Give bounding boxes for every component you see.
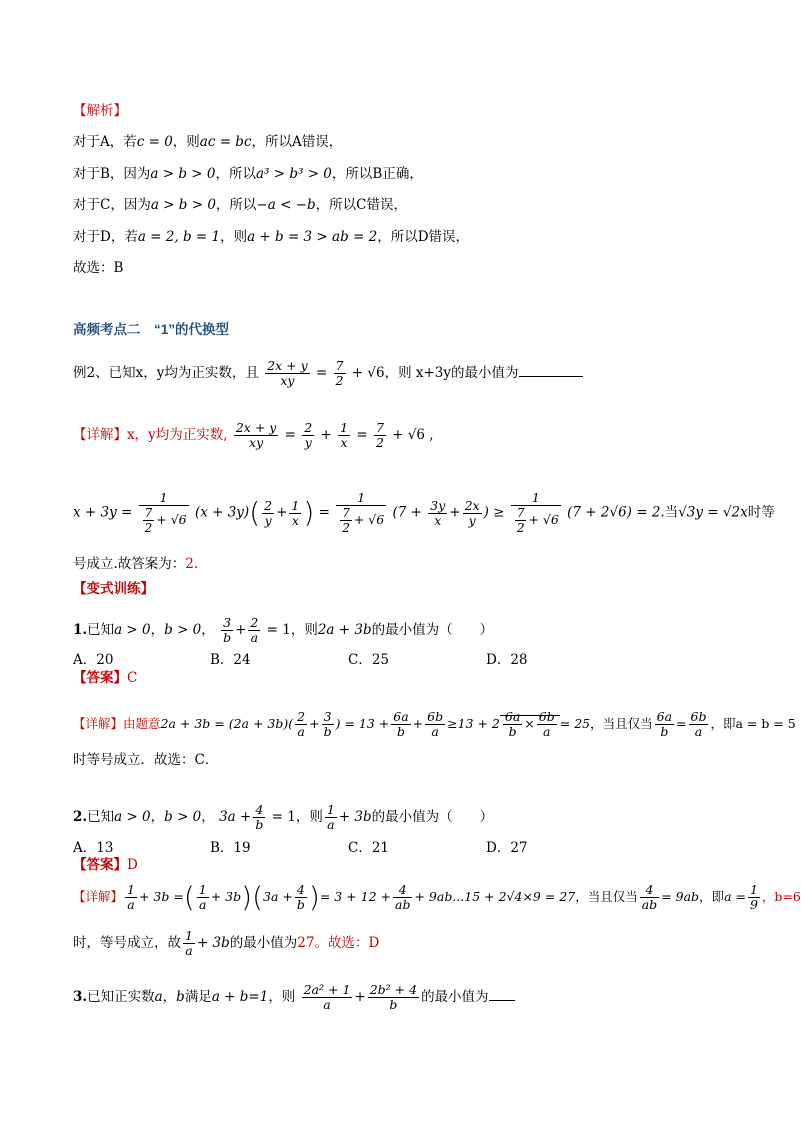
detail2-f1-den: xy bbox=[249, 435, 264, 450]
analysis-line-a-mid: ，则 bbox=[172, 134, 200, 150]
detail2-h2-den: y bbox=[468, 512, 476, 528]
q2-detail bbox=[73, 880, 801, 914]
q3-f2-den: b bbox=[389, 997, 398, 1012]
detail2-eq-a: = bbox=[318, 504, 330, 521]
q2-d-open1: ( bbox=[183, 880, 195, 914]
q1-option-b[interactable] bbox=[210, 648, 251, 668]
q1-detail-expr3: ≥13 + 2 bbox=[447, 716, 500, 731]
q1-d-f4-num: 6b bbox=[427, 709, 444, 724]
q1-c1: a > 0 bbox=[114, 622, 151, 638]
example2-seven: 7 bbox=[335, 358, 344, 373]
q3-f2-num: 2b² + 4 bbox=[369, 982, 418, 997]
q1-mid: ，则 bbox=[290, 622, 318, 638]
example2-answer-blank bbox=[519, 362, 583, 377]
detail2-big-close: ) bbox=[303, 496, 315, 529]
analysis-line-c-mid: ，所以 bbox=[215, 197, 257, 213]
q1-option-a-letter: A． bbox=[73, 652, 97, 668]
q3-then: ，则 bbox=[268, 989, 296, 1005]
q2-d-f3-num: 4 bbox=[393, 883, 412, 898]
q1-option-b-letter: B． bbox=[210, 652, 234, 668]
example2-eq: = bbox=[315, 365, 328, 381]
detail2-coef-c-num: 1 bbox=[511, 491, 561, 506]
q1-d-cond-eq: = bbox=[676, 716, 687, 731]
q3-num: 3. bbox=[73, 989, 88, 1005]
q2-detail-line2 bbox=[73, 929, 379, 958]
detail2-line3-ans: 2. bbox=[185, 556, 199, 572]
q2-d-p2: + 3b bbox=[210, 889, 242, 904]
q1-d-root-f1-num: 6a bbox=[504, 709, 521, 724]
q2-option-b-value: 19 bbox=[233, 840, 251, 856]
q1-detail-pre: 由题意 bbox=[123, 716, 161, 731]
analysis-line-b-mid: ，所以 bbox=[215, 166, 256, 182]
detail2-coef-c-seven: 7 bbox=[516, 506, 525, 520]
detail2-coef-a bbox=[139, 491, 189, 535]
q2-d-f2-num: 4 bbox=[295, 883, 307, 898]
q2-d-f4-den: ab bbox=[641, 897, 658, 912]
detail2-line3-pre: 号成立.故答案为： bbox=[73, 556, 186, 572]
q2-answer-value: D bbox=[127, 857, 138, 873]
detail2-plus: + bbox=[320, 427, 332, 443]
detail2-lhs: x + 3y = bbox=[73, 504, 133, 521]
q2-d-f1 bbox=[197, 883, 209, 912]
q2-d-p4: = 3 + 12 + bbox=[319, 889, 391, 904]
analysis-line-d-post: ，所以D错误， bbox=[377, 229, 470, 245]
q1-d-f4 bbox=[425, 710, 445, 739]
detail2-coef-a-seven-halves bbox=[143, 506, 155, 535]
q1-d-plus2: + bbox=[412, 716, 424, 731]
detail2-coef-b bbox=[336, 491, 386, 535]
q1-d-f1-den: a bbox=[297, 724, 305, 739]
q1-d-f1-num: 2 bbox=[297, 709, 306, 724]
q1-d-f2-den: b bbox=[323, 724, 332, 739]
analysis-line-c bbox=[73, 196, 407, 214]
q2-sep: ， bbox=[150, 809, 165, 825]
q3-sep: ， bbox=[162, 989, 177, 1005]
detail2-coef-a-sqrt6: + √6 bbox=[156, 512, 187, 527]
detail2-coef-b-seven-halves bbox=[340, 506, 352, 535]
detail2-sqrt6-tail: + √6 , bbox=[392, 427, 434, 443]
detail2-coef-a-num: 1 bbox=[139, 491, 189, 506]
q1-d-cond-f1-den: b bbox=[660, 724, 669, 739]
q2-f1 bbox=[253, 803, 265, 832]
detail2-part3: (7 + bbox=[392, 504, 422, 521]
q2-d-open2: ( bbox=[252, 880, 263, 914]
q2-f2-num: 1 bbox=[326, 802, 335, 817]
q1-d-cond-f2-num: 6b bbox=[690, 709, 707, 724]
example2-pre: 例2、已知x，y均为正实数，且 bbox=[73, 365, 259, 381]
q1-option-c-value: 25 bbox=[371, 652, 390, 668]
q2-d-f0-num: 1 bbox=[127, 882, 135, 897]
q2-d-a: a = bbox=[724, 889, 746, 904]
q2-d-p3: 3a + bbox=[263, 889, 293, 904]
analysis-line-b-math1: a > b > 0 bbox=[150, 166, 216, 182]
q2-pre: 已知 bbox=[87, 809, 115, 825]
detail2-coef-c-two: 2 bbox=[516, 521, 525, 535]
detail2-h2 bbox=[463, 499, 482, 528]
detail2-f1 bbox=[234, 421, 279, 450]
q2-post: 的最小值为（ ） bbox=[371, 809, 494, 825]
q2-d-f0-den: a bbox=[127, 897, 135, 912]
q2-line2-ans: 27。故选：D bbox=[297, 935, 380, 951]
q2-option-c-value: 21 bbox=[371, 840, 390, 856]
detail2-big-open: ( bbox=[249, 496, 261, 529]
q2-d-f3-den: ab bbox=[395, 897, 411, 912]
detail2-f4-num: 7 bbox=[375, 420, 384, 435]
detail2-cond-post: 时等 bbox=[747, 504, 775, 521]
q1-pre: 已知 bbox=[87, 622, 115, 638]
q1-option-d[interactable] bbox=[486, 648, 528, 668]
detail2-h1-den: x bbox=[434, 512, 442, 528]
analysis-line-b-math2: a³ > b³ > 0 bbox=[256, 166, 332, 182]
q2-f2 bbox=[325, 803, 337, 832]
q2-d-f1-den: a bbox=[199, 897, 207, 912]
q1-f1-num: 3 bbox=[221, 616, 233, 631]
detail2-tail: (7 + 2√6) = 2. bbox=[567, 504, 665, 521]
q1-d-f2 bbox=[322, 710, 334, 739]
q1-option-a-value: 20 bbox=[96, 652, 114, 668]
q2-line2-mid: + 3b bbox=[196, 935, 230, 951]
q1-d-cond-f2-den: a bbox=[694, 724, 703, 739]
practice-tag: 【变式训练】 bbox=[73, 581, 154, 596]
detail2-line2 bbox=[73, 491, 775, 535]
q1-answer bbox=[73, 669, 137, 687]
q1-d-root-f1 bbox=[503, 710, 522, 739]
detail2-coef-b-seven: 7 bbox=[342, 506, 350, 520]
q2-d-f2-den: b bbox=[296, 897, 305, 912]
q1-eq: = 1 bbox=[266, 622, 291, 638]
q1-detail-tag: 【详解】 bbox=[73, 716, 124, 731]
q1-detail-when: ，当且仅当 bbox=[590, 716, 653, 731]
q2-d-p6: = 9ab bbox=[661, 889, 700, 904]
q2-option-a-letter: A． bbox=[73, 840, 97, 856]
q2-num: 2. bbox=[73, 809, 88, 825]
detail2-eq2: = bbox=[356, 427, 368, 443]
example2-frac-den: xy bbox=[280, 373, 295, 388]
q3-post: 的最小值为 bbox=[421, 989, 489, 1005]
q1-answer-tag: 【答案】 bbox=[73, 670, 127, 685]
detail2-line3 bbox=[73, 555, 198, 573]
analysis-line-d-pre: 对于D，若 bbox=[73, 229, 138, 245]
q1-detail bbox=[73, 710, 796, 739]
q2-d-f1-num: 1 bbox=[198, 882, 207, 897]
detail2-eq1: = bbox=[284, 427, 296, 443]
analysis-choice: 故选：B bbox=[73, 260, 124, 276]
q2-d-close2: ) bbox=[308, 880, 320, 914]
q1-option-d-letter: D． bbox=[486, 652, 511, 668]
detail2-coef-c bbox=[511, 491, 561, 535]
q1-plus: + bbox=[235, 622, 247, 638]
analysis-line-c-math2: −a < −b bbox=[256, 197, 316, 213]
q1-option-c[interactable] bbox=[348, 648, 389, 668]
q1-line bbox=[73, 616, 493, 645]
q1-d-root-f2-den: a bbox=[543, 724, 551, 739]
q1-d-cond-f2 bbox=[689, 710, 709, 739]
q1-d-root-f2-num: 6b bbox=[538, 709, 555, 724]
q1-f1 bbox=[221, 616, 233, 645]
q2-line2-frac bbox=[183, 929, 195, 958]
q1-f2-num: 2 bbox=[250, 615, 259, 630]
detail2-cond: √3y = √2x bbox=[678, 504, 748, 521]
q1-d-root-f2 bbox=[537, 710, 557, 739]
detail2-coef-b-den bbox=[336, 506, 386, 535]
q2-line2-post: 的最小值为 bbox=[229, 935, 298, 951]
q3-f2 bbox=[368, 983, 419, 1012]
q1-sep: ， bbox=[150, 622, 165, 638]
example2-sqrt6: + √6 bbox=[351, 365, 385, 381]
detail2-coef-b-num: 1 bbox=[336, 491, 386, 506]
q2-option-c-letter: C． bbox=[348, 840, 372, 856]
q1-d-f3 bbox=[391, 710, 410, 739]
q1-d-f2-num: 3 bbox=[322, 710, 334, 725]
q2-option-b[interactable] bbox=[210, 836, 251, 856]
q2-sep2: ， bbox=[201, 809, 215, 825]
q1-num: 1. bbox=[73, 622, 88, 638]
detail2-f3-den: x bbox=[340, 435, 348, 450]
example2-seven-halves bbox=[334, 359, 346, 388]
q1-option-d-value: 28 bbox=[510, 652, 528, 668]
analysis-line-b-pre: 对于B，因为 bbox=[73, 166, 151, 182]
q2-answer bbox=[73, 856, 138, 874]
analysis-line-a-post: ，所以A错误， bbox=[251, 134, 343, 150]
detail2-h1-num: 3y bbox=[430, 497, 446, 513]
q1-d-cond-f1 bbox=[655, 710, 674, 739]
detail2-h-plus: + bbox=[449, 504, 461, 521]
q1-f2 bbox=[248, 616, 260, 645]
detail2-f3-num: 1 bbox=[340, 420, 349, 435]
q1-sep2: ， bbox=[201, 622, 215, 638]
detail2-coef-c-den bbox=[511, 506, 561, 535]
q2-d-f4 bbox=[640, 883, 659, 912]
q2-d-then: ，即 bbox=[699, 889, 725, 904]
example2-frac-num: 2x + y bbox=[267, 358, 308, 373]
q1-detail-root bbox=[500, 709, 560, 739]
analysis-line-d bbox=[73, 228, 469, 246]
detail2-coef-a-two: 2 bbox=[144, 521, 153, 535]
q1-d-f4-den: a bbox=[431, 724, 439, 739]
q1-detail-expr4: = 25 bbox=[559, 716, 591, 731]
q2-f1-num: 4 bbox=[253, 803, 265, 818]
detail2-close: ) bbox=[483, 504, 489, 521]
analysis-line-d-mid: ，则 bbox=[220, 229, 248, 245]
q3-f1-den: a bbox=[323, 997, 331, 1012]
detail2-coef-c-sqrt6: + √6 bbox=[528, 512, 559, 527]
q1-f1-den: b bbox=[223, 630, 232, 645]
q2-eq: = 1 bbox=[271, 809, 296, 825]
analysis-line-c-math1: a > b > 0 bbox=[150, 197, 216, 213]
detail2-g2-den: x bbox=[291, 512, 299, 528]
q3-f1-num: 2a² + 1 bbox=[303, 982, 351, 997]
analysis-line-d-math1: a = 2, b = 1 bbox=[137, 229, 221, 245]
detail2-text1: x，y均为正实数, bbox=[127, 427, 228, 443]
detail2-line1 bbox=[73, 421, 434, 450]
q2-f2-den: a bbox=[327, 817, 335, 832]
analysis-line-b-post: ，所以B正确， bbox=[331, 166, 423, 182]
analysis-line-d-math2: a + b = 3 > ab = 2 bbox=[247, 229, 378, 245]
detail2-coef-a-den bbox=[139, 506, 189, 535]
detail2-f3 bbox=[338, 421, 350, 450]
detail2-f1-num: 2x + y bbox=[235, 420, 277, 435]
q3-cond: a + b=1 bbox=[211, 989, 269, 1005]
detail2-geq: ≥ bbox=[493, 504, 505, 521]
detail2-f4 bbox=[374, 421, 386, 450]
q2-c1: a > 0 bbox=[114, 809, 151, 825]
q2-d-f0 bbox=[125, 883, 137, 912]
q3-plus: + bbox=[354, 989, 366, 1005]
q2-line2-frac-num: 1 bbox=[185, 928, 193, 943]
detail2-coef-c-seven-halves bbox=[515, 506, 527, 535]
q3-pre: 已知正实数 bbox=[87, 989, 155, 1005]
q1-detail-result: ，即a = b = 5 bbox=[710, 716, 796, 731]
q2-expr: 3a + bbox=[219, 809, 252, 825]
q1-option-c-letter: C． bbox=[348, 652, 372, 668]
q2-d-f2 bbox=[295, 883, 307, 912]
detail2-g1 bbox=[262, 499, 274, 528]
q1-answer-value: C bbox=[127, 670, 138, 686]
analysis-line-a-math1: c = 0 bbox=[136, 134, 173, 150]
q1-target: 2a + 3b bbox=[317, 622, 372, 638]
q1-d-root-f1-den: b bbox=[508, 724, 517, 739]
q2-line2-pre: 时，等号成立，故 bbox=[73, 935, 181, 951]
q2-d-p1: + 3b = bbox=[138, 889, 184, 904]
detail2-g-plus: + bbox=[276, 504, 288, 521]
detail2-h1 bbox=[428, 499, 447, 528]
detail2-g1-num: 2 bbox=[264, 497, 273, 513]
q1-option-a[interactable] bbox=[73, 648, 113, 668]
detail2-f4-den: 2 bbox=[375, 435, 384, 450]
example2-line bbox=[73, 359, 583, 388]
q1-d-plus: + bbox=[309, 716, 320, 731]
detail2-tag: 【详解】 bbox=[73, 427, 127, 443]
detail2-g2-num: 1 bbox=[291, 497, 300, 513]
q2-d-a-den: 9 bbox=[749, 897, 758, 912]
q3-a: a bbox=[154, 989, 163, 1005]
detail2-h2-num: 2x bbox=[464, 497, 480, 513]
example2-two: 2 bbox=[335, 373, 344, 388]
q1-d-f1 bbox=[295, 710, 307, 739]
q1-c2: b > 0 bbox=[164, 622, 202, 638]
analysis-line-c-pre: 对于C，因为 bbox=[73, 197, 151, 213]
detail2-when: 当 bbox=[664, 504, 679, 521]
q3-b: b bbox=[176, 989, 185, 1005]
q3-f1 bbox=[302, 983, 353, 1012]
q1-post: 的最小值为（ ） bbox=[371, 622, 494, 638]
q2-option-d-letter: D． bbox=[486, 840, 511, 856]
q1-detail-line2: 时等号成立．故选：C． bbox=[73, 752, 219, 768]
q3-line bbox=[73, 983, 515, 1012]
q3-answer-blank bbox=[489, 986, 515, 1001]
q1-d-f3-den: b bbox=[396, 724, 405, 739]
detail2-coef-b-sqrt6: + √6 bbox=[353, 512, 385, 527]
q3-mid: 满足 bbox=[184, 989, 212, 1005]
q2-d-b: ，b=6 bbox=[761, 889, 801, 904]
q2-line bbox=[73, 803, 493, 832]
q1-detail-expr1: 2a + 3b = (2a + 3b)( bbox=[160, 716, 294, 731]
q2-option-b-letter: B． bbox=[210, 840, 234, 856]
q2-option-d-value: 27 bbox=[510, 840, 528, 856]
q1-d-f3-num: 6a bbox=[393, 709, 409, 724]
q2-d-a-frac bbox=[748, 883, 760, 912]
q2-option-a-value: 13 bbox=[96, 840, 114, 856]
q2-d-when: ，当且仅当 bbox=[575, 889, 638, 904]
q2-answer-tag: 【答案】 bbox=[73, 857, 127, 872]
q1-d-cond-f1-num: 6a bbox=[656, 709, 673, 724]
q1-d-root-mul: × bbox=[524, 716, 535, 731]
q1-option-b-value: 24 bbox=[233, 652, 251, 668]
detail2-coef-a-seven: 7 bbox=[144, 506, 153, 520]
example2-fraction bbox=[265, 359, 310, 388]
q2-detail-tag: 【详解】 bbox=[73, 889, 124, 904]
q1-detail-expr2: ) = 13 + bbox=[335, 716, 390, 731]
q2-target: + 3b bbox=[338, 809, 372, 825]
section-title: 高频考点二 “1”的代换型 bbox=[73, 322, 230, 337]
q2-d-close1: ) bbox=[241, 880, 253, 914]
analysis-line-a-math2: ac = bc bbox=[199, 134, 252, 150]
analysis-line-a bbox=[73, 133, 342, 151]
q2-option-c[interactable] bbox=[348, 836, 389, 856]
q2-line2-frac-den: a bbox=[185, 943, 193, 958]
analysis-line-a-pre: 对于A，若 bbox=[73, 134, 137, 150]
detail2-f2-den: y bbox=[304, 435, 312, 450]
q2-option-d[interactable] bbox=[486, 836, 528, 856]
analysis-line-c-post: ，所以C错误， bbox=[315, 197, 407, 213]
detail2-mid1: (x + 3y) bbox=[194, 504, 250, 521]
example2-post: ，则 x+3y的最小值为 bbox=[384, 365, 519, 381]
q2-option-a[interactable] bbox=[73, 836, 113, 856]
q2-mid: ，则 bbox=[295, 809, 323, 825]
q2-d-a-num: 1 bbox=[749, 882, 758, 897]
analysis-line-b bbox=[73, 165, 423, 183]
q2-d-f4-num: 4 bbox=[640, 883, 659, 898]
q1-f2-den: a bbox=[250, 630, 259, 645]
detail2-f2 bbox=[302, 421, 314, 450]
detail2-f2-num: 2 bbox=[304, 420, 313, 435]
detail2-g1-den: y bbox=[264, 512, 272, 528]
detail2-coef-b-two: 2 bbox=[342, 521, 350, 535]
analysis-tag: 【解析】 bbox=[73, 103, 127, 119]
q2-f1-den: b bbox=[255, 817, 264, 832]
detail2-g2 bbox=[289, 499, 301, 528]
q2-c2: b > 0 bbox=[164, 809, 202, 825]
q2-d-f3 bbox=[393, 883, 412, 912]
q2-d-p5: + 9ab...15 + 2√4×9 = 27 bbox=[414, 889, 576, 904]
